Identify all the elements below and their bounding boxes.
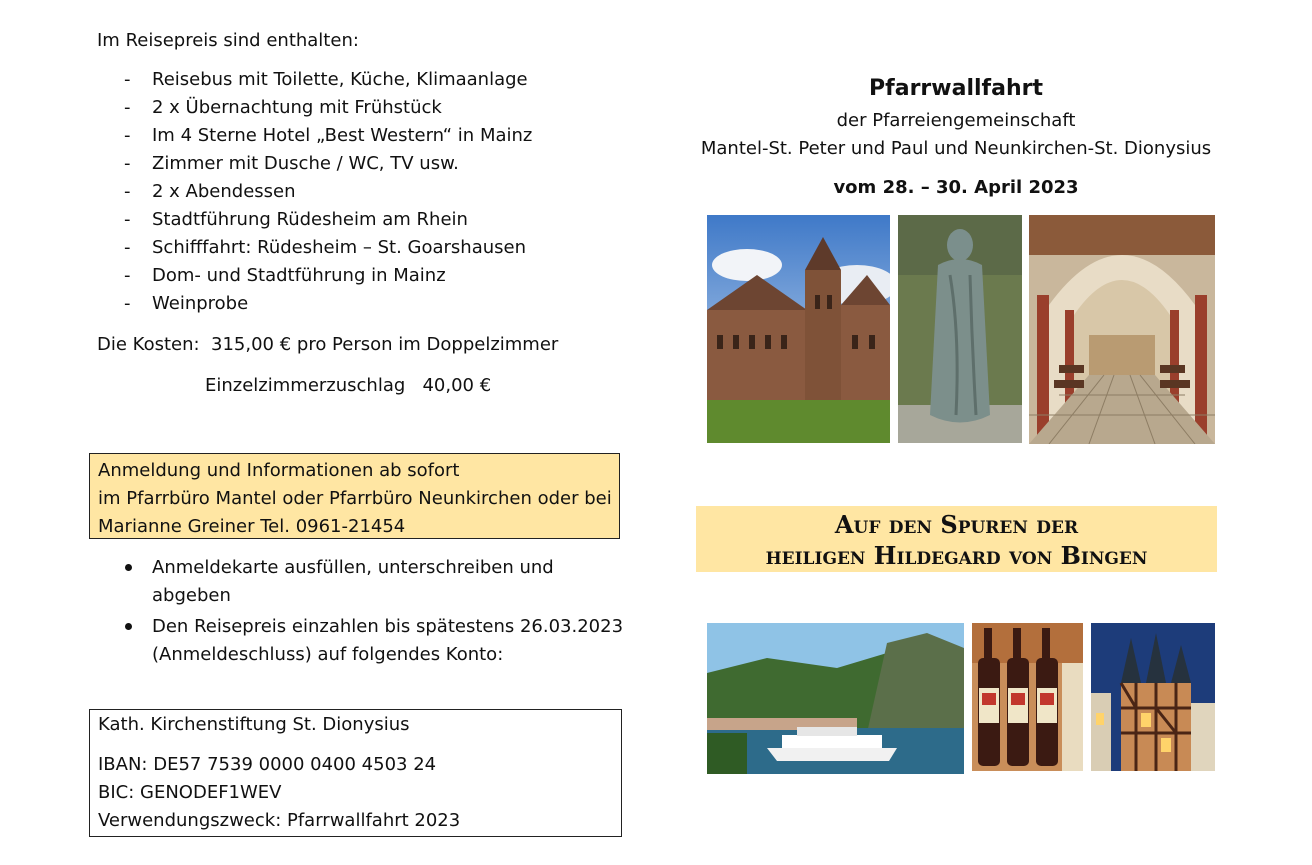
list-item: - Dom- und Stadtführung in Mainz	[124, 265, 446, 286]
banner-line: heiligen Hildegard von Bingen	[765, 541, 1148, 570]
page-title: Pfarrwallfahrt	[869, 76, 1043, 101]
costs-value: 315,00 € pro Person im Doppelzimmer	[211, 334, 559, 355]
half-timbered-house-photo	[1091, 623, 1215, 771]
banner-line: Auf den Spuren der	[834, 510, 1079, 539]
abbey-photo	[707, 215, 890, 443]
included-heading: Im Reisepreis sind enthalten:	[97, 30, 359, 51]
registration-line: Anmeldung und Informationen ab sofort	[98, 460, 460, 481]
list-item: - Reisebus mit Toilette, Küche, Klimaanlage	[124, 69, 528, 90]
wine-bottles-photo	[972, 623, 1083, 771]
bullet-icon	[125, 564, 132, 571]
registration-line: Marianne Greiner Tel. 0961-21454	[98, 516, 406, 537]
costs-line	[97, 334, 558, 355]
included-list	[124, 66, 532, 318]
list-item: Den Reisepreis einzahlen bis spätestens 26.03.2023 (Anmeldeschluss) auf folgendes Konto:	[124, 613, 624, 669]
river-boat-photo	[707, 623, 964, 774]
list-item: - Weinprobe	[124, 293, 249, 314]
account-holder: Kath. Kirchenstiftung St. Dionysius	[98, 714, 410, 735]
list-item: - 2 x Abendessen	[124, 181, 296, 202]
headline-banner	[696, 506, 1217, 572]
account-purpose: Verwendungszweck: Pfarrwallfahrt 2023	[98, 810, 461, 831]
single-room-label: Einzelzimmerzuschlag	[205, 375, 406, 396]
registration-line: im Pfarrbüro Mantel oder Pfarrbüro Neunkirchen oder bei	[98, 488, 612, 509]
bullet-icon	[125, 623, 132, 630]
statue-photo	[898, 215, 1022, 443]
list-item: - Schifffahrt: Rüdesheim – St. Goarshausen	[124, 237, 527, 258]
list-item: Anmeldekarte ausfüllen, unterschreiben und abgeben	[124, 554, 624, 610]
subtitle: Mantel-St. Peter und Paul und Neunkirchen-St. Dionysius	[700, 138, 1212, 159]
account-box	[89, 709, 622, 837]
single-room-line	[205, 375, 491, 396]
trip-dates: vom 28. – 30. April 2023	[833, 177, 1079, 198]
list-item: - Zimmer mit Dusche / WC, TV usw.	[124, 153, 459, 174]
subtitle: der Pfarreiengemeinschaft	[836, 110, 1076, 131]
list-item: - Stadtführung Rüdesheim am Rhein	[124, 209, 468, 230]
church-interior-photo	[1029, 215, 1215, 444]
steps-list	[124, 554, 624, 672]
registration-box	[89, 453, 620, 539]
account-iban: IBAN: DE57 7539 0000 0400 4503 24	[98, 754, 437, 775]
single-room-value: 40,00 €	[422, 375, 492, 396]
costs-label: Die Kosten:	[97, 334, 200, 355]
list-item: - Im 4 Sterne Hotel „Best Western“ in Mainz	[124, 125, 533, 146]
account-bic: BIC: GENODEF1WEV	[98, 782, 282, 803]
list-item: - 2 x Übernachtung mit Frühstück	[124, 97, 442, 118]
